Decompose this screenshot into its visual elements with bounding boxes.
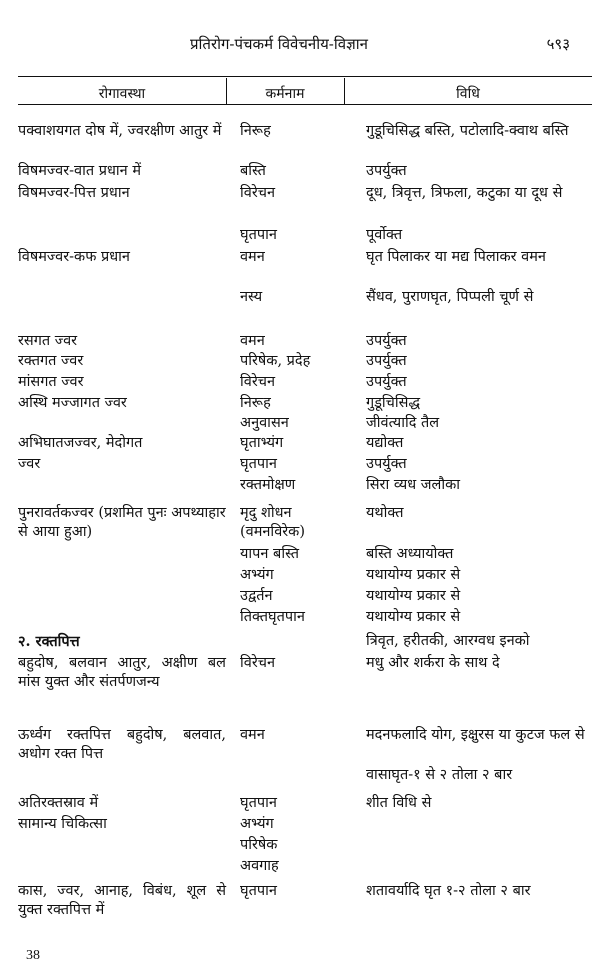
method-cell: पूर्वोक्त bbox=[366, 227, 403, 243]
procedure-cell: अवगाह bbox=[240, 858, 279, 874]
procedure-cell: वमन bbox=[240, 249, 265, 265]
footer-page-number: 38 bbox=[26, 948, 40, 963]
method-cell: सैंधव, पुराणघृत, पिप्पली चूर्ण से bbox=[366, 289, 534, 305]
procedure-cell: अनुवासन bbox=[240, 415, 289, 431]
condition-cell: पक्वाशयगत दोष में, ज्वरक्षीण आतुर में bbox=[18, 123, 222, 139]
method-cell: यथोक्त bbox=[366, 505, 404, 521]
condition-cell: रक्तगत ज्वर bbox=[18, 353, 84, 369]
procedure-cell: उद्वर्तन bbox=[240, 588, 273, 604]
condition-cell: ऊर्ध्वग रक्तपित्त बहुदोष, बलवात, अधोग रक्त पित्त bbox=[18, 727, 226, 762]
method-cell: उपर्युक्त bbox=[366, 333, 407, 349]
procedure-cell: घृताभ्यंग bbox=[240, 435, 284, 451]
condition-cell: रसगत ज्वर bbox=[18, 333, 78, 349]
running-title: प्रतिरोग-पंचकर्म विवेचनीय-विज्ञान bbox=[190, 35, 368, 53]
column-header-procedure: कर्मनाम bbox=[265, 86, 305, 102]
procedure-cell: रक्तमोक्षण bbox=[240, 477, 296, 493]
method-cell: यद्योक्त bbox=[366, 435, 404, 451]
procedure-cell: अभ्यंग bbox=[240, 567, 274, 583]
procedure-cell: परिषेक bbox=[240, 837, 278, 853]
procedure-cell: तिक्तघृतपान bbox=[240, 609, 305, 625]
method-cell: उपर्युक्त bbox=[366, 353, 407, 369]
method-cell: मदनफलादि योग, इक्षुरस या कुटज फल से bbox=[366, 727, 585, 743]
procedure-cell: बस्ति bbox=[240, 163, 266, 179]
method-cell: यथायोग्य प्रकार से bbox=[366, 567, 461, 583]
method-cell: शतावर्यादि घृत १-२ तोला २ बार bbox=[366, 883, 531, 899]
condition-cell: पुनरावर्तकज्वर (प्रशमित पुनः अपथ्याहार से आया हुआ) bbox=[18, 505, 226, 540]
procedure-cell: मृदु शोधन (वमनविरेक) bbox=[240, 505, 305, 540]
condition-cell: कास, ज्वर, आनाह, विबंध, शूल से युक्त रक्तपित्त में bbox=[18, 883, 226, 918]
condition-cell: विषमज्वर-वात प्रधान में bbox=[18, 163, 141, 179]
page-number: ५९३ bbox=[546, 35, 570, 53]
method-cell: जीवंत्यादि तैल bbox=[366, 415, 440, 431]
column-header-condition: रोगावस्था bbox=[98, 86, 146, 102]
method-cell: मधु और शर्करा के साथ दे bbox=[366, 655, 500, 671]
procedure-cell: वमन bbox=[240, 727, 265, 743]
condition-cell: विषमज्वर-पित्त प्रधान bbox=[18, 185, 130, 201]
method-cell: वासाघृत-१ से २ तोला २ बार bbox=[366, 767, 513, 783]
procedure-cell: विरेचन bbox=[240, 185, 276, 201]
condition-cell: ज्वर bbox=[18, 456, 41, 472]
method-cell: यथायोग्य प्रकार से bbox=[366, 609, 461, 625]
procedure-cell: वमन bbox=[240, 333, 265, 349]
procedure-cell: घृतपान bbox=[240, 456, 277, 472]
method-cell: बस्ति अध्यायोक्त bbox=[366, 546, 454, 562]
method-cell: उपर्युक्त bbox=[366, 163, 407, 179]
table-header-rule bbox=[18, 104, 592, 105]
table-top-rule bbox=[18, 76, 592, 77]
condition-cell: अस्थि मज्जागत ज्वर bbox=[18, 395, 127, 411]
method-cell: घृत पिलाकर या मद्य पिलाकर वमन bbox=[366, 249, 546, 265]
method-cell: सिरा व्यध जलौका bbox=[366, 477, 460, 493]
method-cell: उपर्युक्त bbox=[366, 374, 407, 390]
method-cell: उपर्युक्त bbox=[366, 456, 407, 472]
condition-cell: अतिरक्तस्राव में bbox=[18, 795, 99, 811]
procedure-cell: घृतपान bbox=[240, 227, 277, 243]
method-cell: त्रिवृत, हरीतकी, आरग्वध इनको bbox=[366, 633, 530, 649]
procedure-cell: नस्य bbox=[240, 289, 263, 305]
page-header bbox=[0, 34, 600, 58]
procedure-cell: परिषेक, प्रदेह bbox=[240, 353, 311, 369]
column-header-method: विधि bbox=[456, 86, 480, 102]
procedure-cell: निरूह bbox=[240, 395, 271, 411]
method-cell: गुडूचिसिद्ध bbox=[366, 395, 421, 411]
procedure-cell: घृतपान bbox=[240, 883, 277, 899]
procedure-cell: निरूह bbox=[240, 123, 271, 139]
procedure-cell: विरेचन bbox=[240, 374, 276, 390]
method-cell: गुडूचिसिद्ध बस्ति, पटोलादि-क्वाथ बस्ति bbox=[366, 123, 569, 139]
method-cell: दूध, त्रिवृत्त, त्रिफला, कटुका या दूध से bbox=[366, 185, 563, 201]
method-cell: शीत विधि से bbox=[366, 795, 432, 811]
procedure-cell: अभ्यंग bbox=[240, 816, 274, 832]
condition-cell: बहुदोष, बलवान आतुर, अक्षीण बल मांस युक्त और संतर्पणजन्य bbox=[18, 655, 226, 690]
condition-cell: विषमज्वर-कफ प्रधान bbox=[18, 249, 130, 265]
condition-cell: अभिघातजज्वर, मेदोगत bbox=[18, 435, 143, 451]
procedure-cell: घृतपान bbox=[240, 795, 277, 811]
procedure-cell: यापन बस्ति bbox=[240, 546, 299, 562]
condition-cell: मांसगत ज्वर bbox=[18, 374, 84, 390]
section-heading: २. रक्तपित्त bbox=[18, 633, 80, 650]
method-cell: यथायोग्य प्रकार से bbox=[366, 588, 461, 604]
procedure-cell: विरेचन bbox=[240, 655, 276, 671]
condition-cell: सामान्य चिकित्सा bbox=[18, 816, 107, 832]
